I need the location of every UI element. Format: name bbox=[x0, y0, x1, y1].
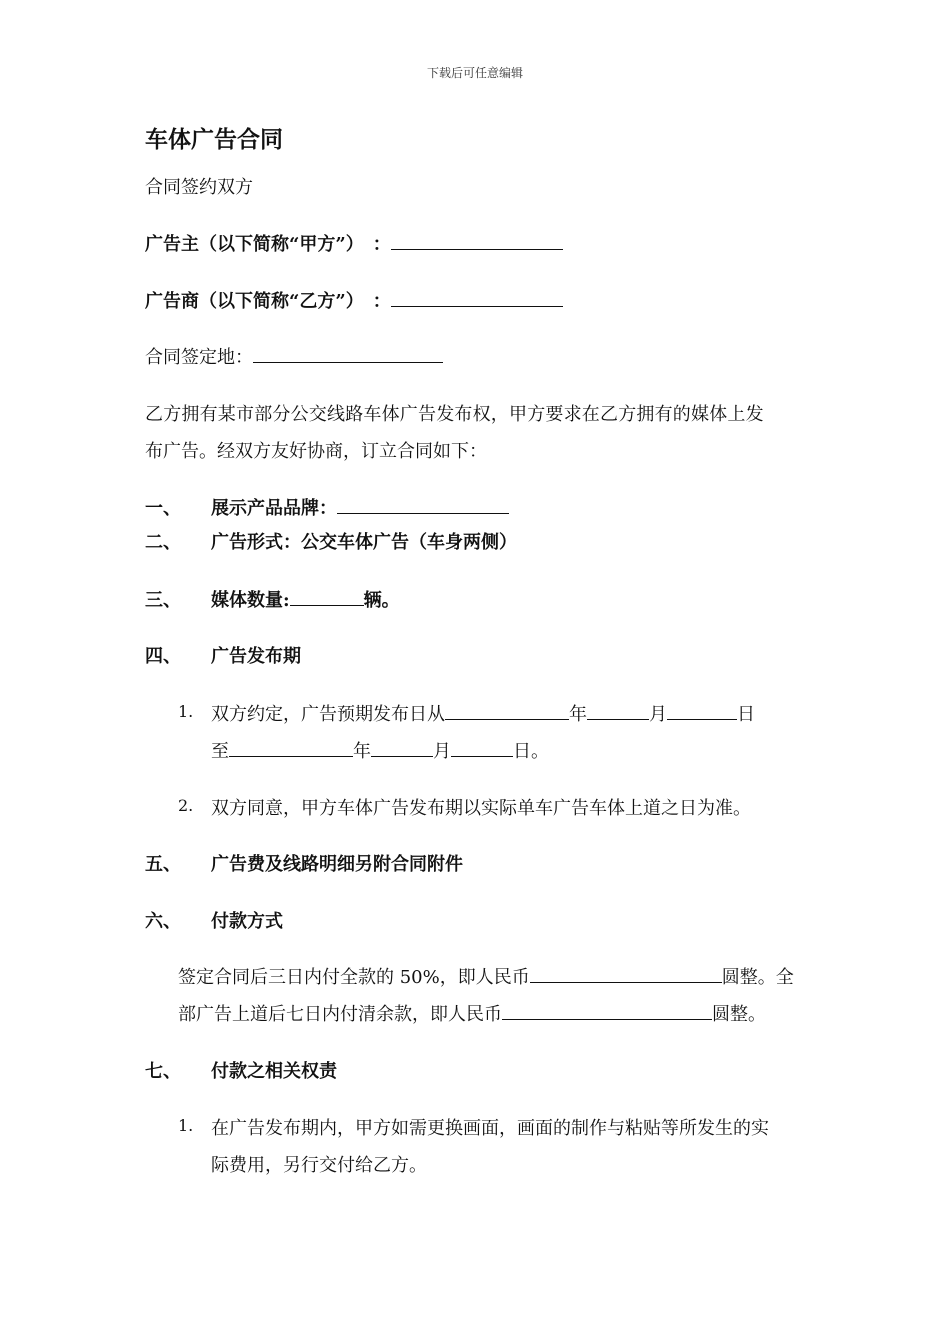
section-4-text: 广告发布期 bbox=[211, 646, 301, 667]
party-b-blank bbox=[391, 288, 563, 307]
period-item-1-line-1 bbox=[211, 700, 755, 726]
section-7-num: 七、 bbox=[145, 1061, 181, 1082]
payment-first-text: 签定合同后三日内付全款的 50%，即人民币 bbox=[178, 967, 530, 988]
party-a-blank bbox=[391, 231, 563, 250]
sign-place-line bbox=[145, 343, 443, 369]
period-from-label: 双方约定，广告预期发布日从 bbox=[211, 704, 445, 725]
to-year-blank bbox=[229, 738, 353, 757]
section-1-text: 展示产品品牌： bbox=[211, 498, 337, 519]
parties-label: 合同签约双方 bbox=[145, 177, 253, 198]
to-month-label: 月 bbox=[433, 741, 451, 762]
month-label: 月 bbox=[649, 704, 667, 725]
section-3-num: 三、 bbox=[145, 590, 181, 611]
section-2-num: 二、 bbox=[145, 532, 181, 553]
section-7-text: 付款之相关权责 bbox=[211, 1061, 337, 1082]
intro-line-1: 乙方拥有某市部分公交线路车体广告发布权，甲方要求在乙方拥有的媒体上发 bbox=[145, 404, 764, 425]
quantity-blank bbox=[290, 587, 364, 606]
to-day-blank bbox=[451, 738, 513, 757]
payment-second-text: 部广告上道后七日内付清余款，即人民币 bbox=[178, 1004, 502, 1025]
rights-item-1-line-2: 际费用，另行交付给乙方。 bbox=[211, 1155, 427, 1176]
to-year-label: 年 bbox=[353, 741, 371, 762]
party-a-label: 广告主（以下简称“甲方”） ： bbox=[145, 234, 391, 255]
from-year-blank bbox=[445, 701, 569, 720]
from-month-blank bbox=[587, 701, 649, 720]
section-3-line bbox=[211, 586, 400, 612]
second-payment-blank bbox=[502, 1001, 712, 1020]
rights-item-1-num: 1. bbox=[178, 1116, 194, 1135]
intro-line-2: 布广告。经双方友好协商，订立合同如下： bbox=[145, 441, 487, 462]
day-label: 日 bbox=[737, 704, 755, 725]
payment-first-suffix: 圆整。全 bbox=[721, 967, 794, 988]
payment-second-suffix: 圆整。 bbox=[712, 1004, 766, 1025]
period-to-label: 至 bbox=[211, 741, 229, 762]
section-3-text-a: 媒体数量: bbox=[211, 590, 290, 611]
party-a-line bbox=[145, 230, 563, 256]
page-header: 下载后可任意编辑 bbox=[426, 66, 523, 80]
period-item-1-line-2 bbox=[211, 737, 549, 763]
section-1-num: 一、 bbox=[145, 498, 181, 519]
party-b-line bbox=[145, 287, 563, 313]
to-day-label: 日。 bbox=[513, 741, 549, 762]
brand-blank bbox=[337, 495, 509, 514]
period-item-2-text: 双方同意，甲方车体广告发布期以实际单车广告车体上道之日为准。 bbox=[211, 798, 751, 819]
from-day-blank bbox=[667, 701, 737, 720]
year-label: 年 bbox=[569, 704, 587, 725]
section-5-num: 五、 bbox=[145, 854, 181, 875]
section-5-text: 广告费及线路明细另附合同附件 bbox=[211, 854, 463, 875]
payment-line-2 bbox=[178, 1000, 766, 1026]
section-1-line bbox=[211, 494, 509, 520]
period-item-2-num: 2. bbox=[178, 796, 194, 815]
payment-line-1 bbox=[178, 963, 794, 989]
section-6-num: 六、 bbox=[145, 911, 181, 932]
to-month-blank bbox=[371, 738, 433, 757]
sign-place-label: 合同签定地： bbox=[145, 347, 253, 368]
sign-place-blank bbox=[253, 344, 443, 363]
party-b-label: 广告商（以下简称“乙方”） ： bbox=[145, 291, 391, 312]
period-item-1-num: 1. bbox=[178, 702, 194, 721]
section-2-text: 广告形式：公交车体广告（车身两侧） bbox=[211, 532, 517, 553]
section-6-text: 付款方式 bbox=[211, 911, 283, 932]
section-3-text-b: 辆。 bbox=[363, 590, 400, 611]
rights-item-1-line-1: 在广告发布期内，甲方如需更换画面，画面的制作与粘贴等所发生的实 bbox=[211, 1118, 769, 1139]
section-4-num: 四、 bbox=[145, 646, 181, 667]
first-payment-blank bbox=[530, 964, 722, 983]
document-title: 车体广告合同 bbox=[145, 127, 283, 153]
